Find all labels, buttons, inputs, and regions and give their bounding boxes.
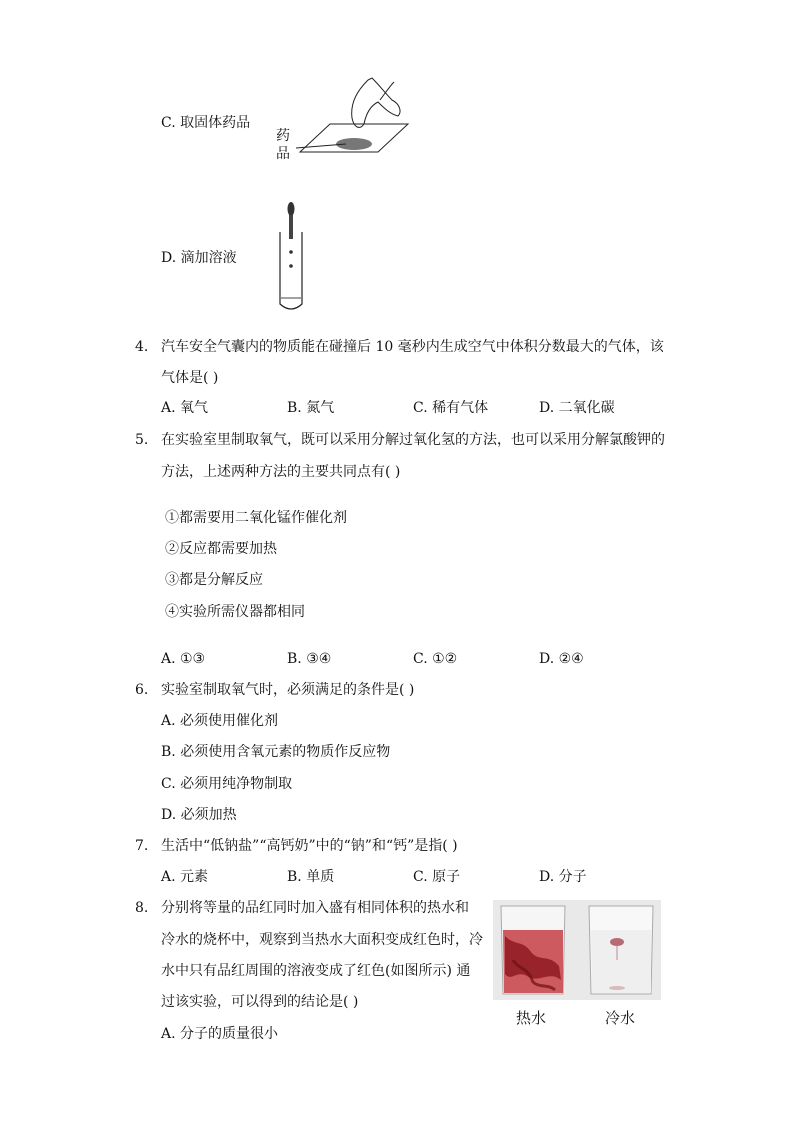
option-a: A. ①③: [161, 651, 206, 667]
question-8-line-4: 过该实验，可以得到的结论是( ): [161, 994, 359, 1010]
option-d: D. 分子: [539, 869, 587, 885]
question-7-line-1: 生活中“低钠盐”“高钙奶”中的“钠”和“钙”是指( ): [161, 838, 458, 854]
option-c: C. ①②: [413, 651, 458, 667]
caption-cold-water: 冷水: [605, 1009, 636, 1027]
option-a: A. 必须使用催化剂: [161, 713, 279, 729]
option-a: A. 分子的质量很小: [161, 1026, 279, 1042]
option-c: C. 原子: [413, 869, 461, 885]
beakers-photo: [493, 900, 661, 1000]
option-d: D. ②④: [539, 651, 584, 667]
solid-drug-figure: [270, 72, 420, 172]
question-8-line-1: 分别将等量的品红同时加入盛有相同体积的热水和: [161, 900, 469, 916]
question-4-line-2: 气体是( ): [161, 370, 219, 386]
question-6-line-1: 实验室制取氧气时，必须满足的条件是( ): [161, 682, 415, 698]
question-4-line-1: 汽车安全气囊内的物质能在碰撞后 10 毫秒内生成空气中体积分数最大的气体，该: [161, 339, 664, 355]
option-c: C. 稀有气体: [413, 400, 489, 416]
question-5-line-1: 在实验室里制取氧气，既可以采用分解过氧化氢的方法，也可以采用分解氯酸钾的: [161, 432, 665, 448]
drop-icon: [289, 250, 293, 254]
drop-icon: [289, 264, 293, 268]
option-b: B. 氮气: [287, 400, 335, 416]
option-b: B. 单质: [287, 869, 335, 885]
drug-label-top: 药: [276, 128, 290, 144]
option-c-text: C. 取固体药品: [161, 115, 251, 131]
question-5-line-2: 方法，上述两种方法的主要共同点有( ): [161, 464, 401, 480]
statement-item: ③都是分解反应: [165, 572, 263, 588]
drug-label-bottom: 品: [276, 146, 290, 162]
question-number: 4.: [135, 339, 149, 355]
dye-spot: [610, 938, 624, 946]
caption-hot-water: 热水: [516, 1009, 547, 1027]
question-8-line-3: 水中只有品红周围的溶液变成了红色(如图所示) 通: [161, 963, 471, 979]
option-b: B. ③④: [287, 651, 332, 667]
option-d-text: D. 滴加溶液: [161, 250, 237, 266]
statement-item: ④实验所需仪器都相同: [165, 604, 305, 620]
dropper-tube-figure: [276, 200, 306, 315]
question-number: 8.: [135, 900, 149, 916]
test-tube: [280, 232, 302, 309]
dropper-bulb: [288, 202, 295, 216]
statement-item: ①都需要用二氧化锰作催化剂: [165, 510, 347, 526]
option-d: D. 二氧化碳: [539, 400, 615, 416]
question-8-line-2: 冷水的烧杯中，观察到当热水大面积变成红色时，冷: [161, 932, 483, 948]
dropper-stem: [289, 215, 293, 239]
statement-item: ②反应都需要加热: [165, 541, 277, 557]
option-a: A. 元素: [161, 869, 209, 885]
option-d: D. 必须加热: [161, 807, 237, 823]
question-number: 7.: [135, 838, 149, 854]
option-c: C. 必须用纯净物制取: [161, 776, 293, 792]
option-b: B. 必须使用含氧元素的物质作反应物: [161, 744, 391, 760]
option-a: A. 氧气: [161, 400, 209, 416]
question-number: 6.: [135, 682, 149, 698]
hand-icon: [352, 78, 400, 127]
question-number: 5.: [135, 432, 149, 448]
